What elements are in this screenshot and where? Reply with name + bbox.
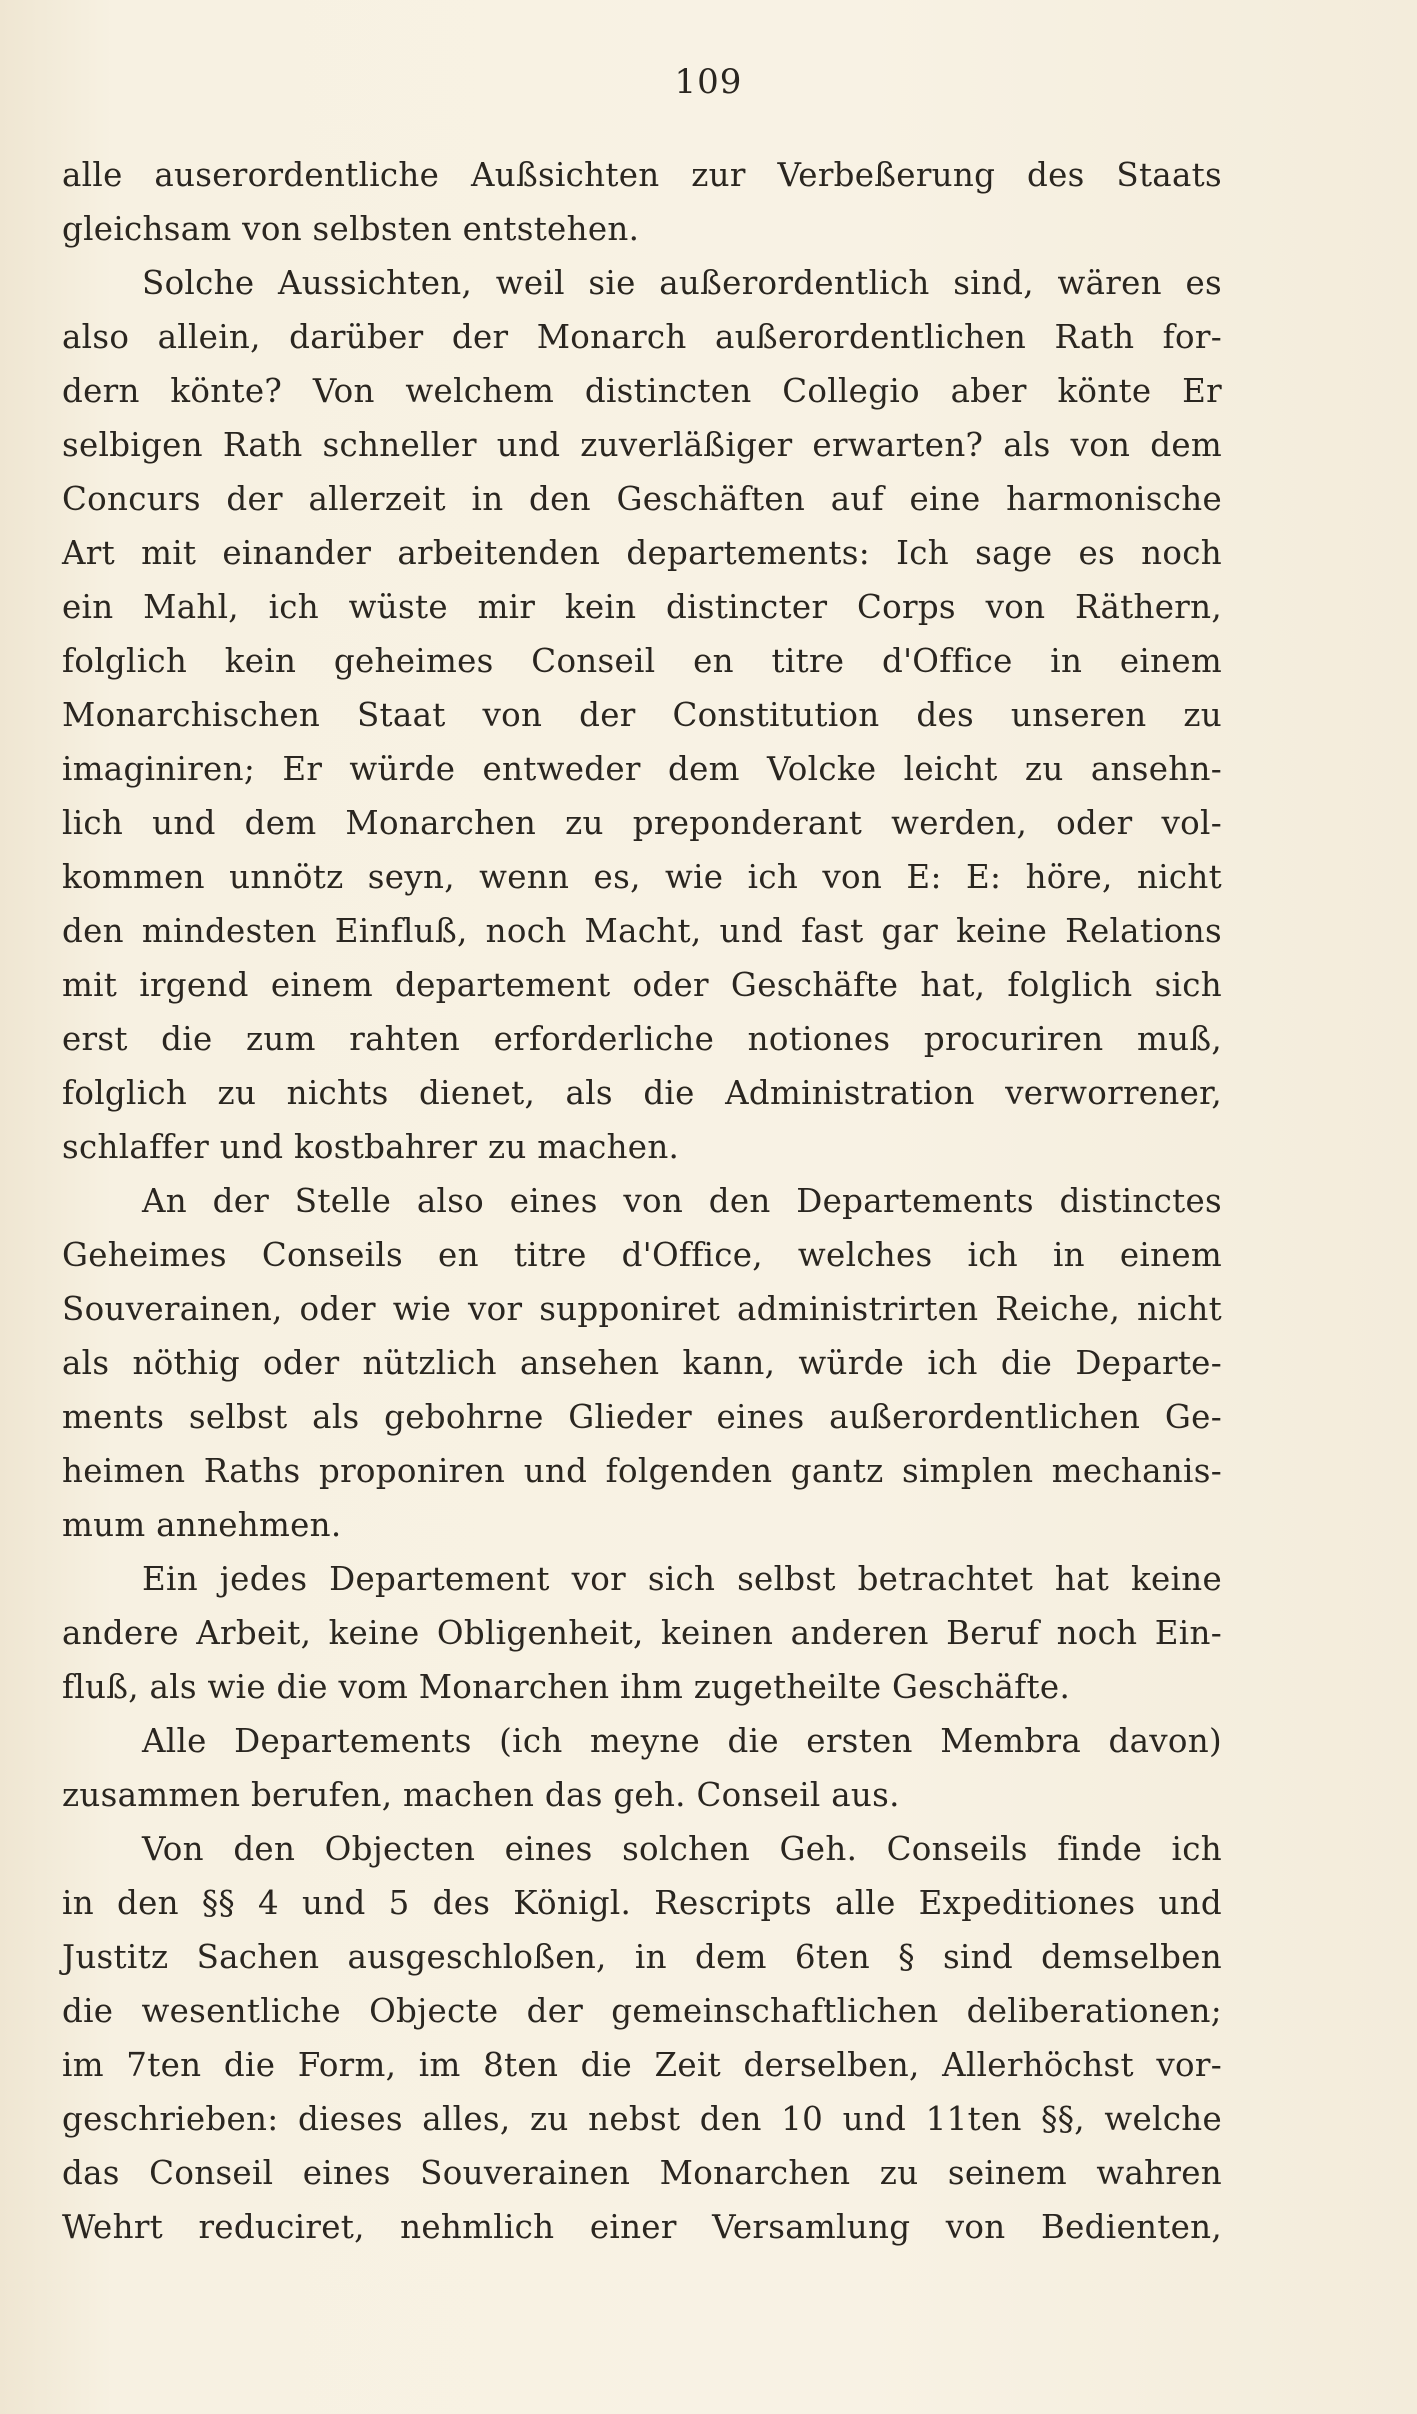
text-line: Monarchischen Staat von der Constitution des unseren zu (62, 696, 1222, 734)
text-line: dern könte? Von welchem distincten Collegio aber könte Er (62, 372, 1222, 410)
text-line: zusammen berufen, machen das geh. Conseil aus. (62, 1776, 900, 1814)
body-text (62, 148, 1222, 2254)
text-line: erst die zum rahten erforderliche notiones procuriren muß, (62, 1020, 1222, 1058)
text-line: mit irgend einem departement oder Geschäfte hat, folglich sich (62, 966, 1222, 1004)
text-line: ments selbst als gebohrne Glieder eines außerordentlichen Ge- (62, 1398, 1222, 1436)
text-line: imaginiren; Er würde entweder dem Volcke leicht zu ansehn- (62, 750, 1222, 788)
text-line: Art mit einander arbeitenden departements: Ich sage es noch (62, 534, 1222, 572)
text-line: An der Stelle also eines von den Departements distinctes (142, 1182, 1222, 1220)
text-line: Ein jedes Departement vor sich selbst betrachtet hat keine (142, 1560, 1222, 1598)
text-line: in den §§ 4 und 5 des Königl. Rescripts alle Expeditiones und (62, 1884, 1222, 1922)
text-line: Souverainen, oder wie vor supponiret administrirten Reiche, nicht (62, 1290, 1222, 1328)
text-line: schlaffer und kostbahrer zu machen. (62, 1128, 680, 1166)
text-line: als nöthig oder nützlich ansehen kann, würde ich die Departe- (62, 1344, 1222, 1382)
text-line: ein Mahl, ich wüste mir kein distincter Corps von Räthern, (62, 588, 1222, 626)
text-line: geschrieben: dieses alles, zu nebst den 10 und 11ten §§, welche (62, 2100, 1222, 2138)
text-line: Von den Objecten eines solchen Geh. Conseils finde ich (142, 1830, 1222, 1868)
text-line: folglich zu nichts dienet, als die Administration verworrener, (62, 1074, 1222, 1112)
text-line: Solche Aussichten, weil sie außerordentlich sind, wären es (142, 264, 1222, 302)
text-line: mum annehmen. (62, 1506, 342, 1544)
text-line: selbigen Rath schneller und zuverläßiger erwarten? als von dem (62, 426, 1222, 464)
text-line: im 7ten die Form, im 8ten die Zeit derselben, Allerhöchst vor- (62, 2046, 1222, 2084)
text-line: fluß, als wie die vom Monarchen ihm zugetheilte Geschäfte. (62, 1668, 1071, 1706)
text-line: also allein, darüber der Monarch außerordentlichen Rath for- (62, 318, 1222, 356)
text-line: kommen unnötz seyn, wenn es, wie ich von E: E: höre, nicht (62, 858, 1222, 896)
text-line: das Conseil eines Souverainen Monarchen zu seinem wahren (62, 2154, 1222, 2192)
text-line: die wesentliche Objecte der gemeinschaftlichen deliberationen; (62, 1992, 1222, 2030)
text-line: Wehrt reduciret, nehmlich einer Versamlung von Bedienten, (62, 2208, 1222, 2246)
page-number: 109 (674, 62, 743, 102)
text-line: gleichsam von selbsten entstehen. (62, 210, 640, 248)
text-line: den mindesten Einfluß, noch Macht, und fast gar keine Relations (62, 912, 1222, 950)
text-line: heimen Raths proponiren und folgenden gantz simplen mechanis- (62, 1452, 1222, 1490)
text-line: andere Arbeit, keine Obligenheit, keinen anderen Beruf noch Ein- (62, 1614, 1222, 1652)
text-line: lich und dem Monarchen zu preponderant werden, oder vol- (62, 804, 1222, 842)
text-line: Alle Departements (ich meyne die ersten Membra davon) (142, 1722, 1222, 1760)
text-line: Geheimes Conseils en titre d'Office, welches ich in einem (62, 1236, 1222, 1274)
text-line: Concurs der allerzeit in den Geschäften auf eine harmonische (62, 480, 1222, 518)
text-line: alle auserordentliche Außsichten zur Verbeßerung des Staats (62, 156, 1222, 194)
text-line: folglich kein geheimes Conseil en titre d'Office in einem (62, 642, 1222, 680)
text-line: Justitz Sachen ausgeschloßen, in dem 6ten § sind demselben (62, 1938, 1222, 1976)
